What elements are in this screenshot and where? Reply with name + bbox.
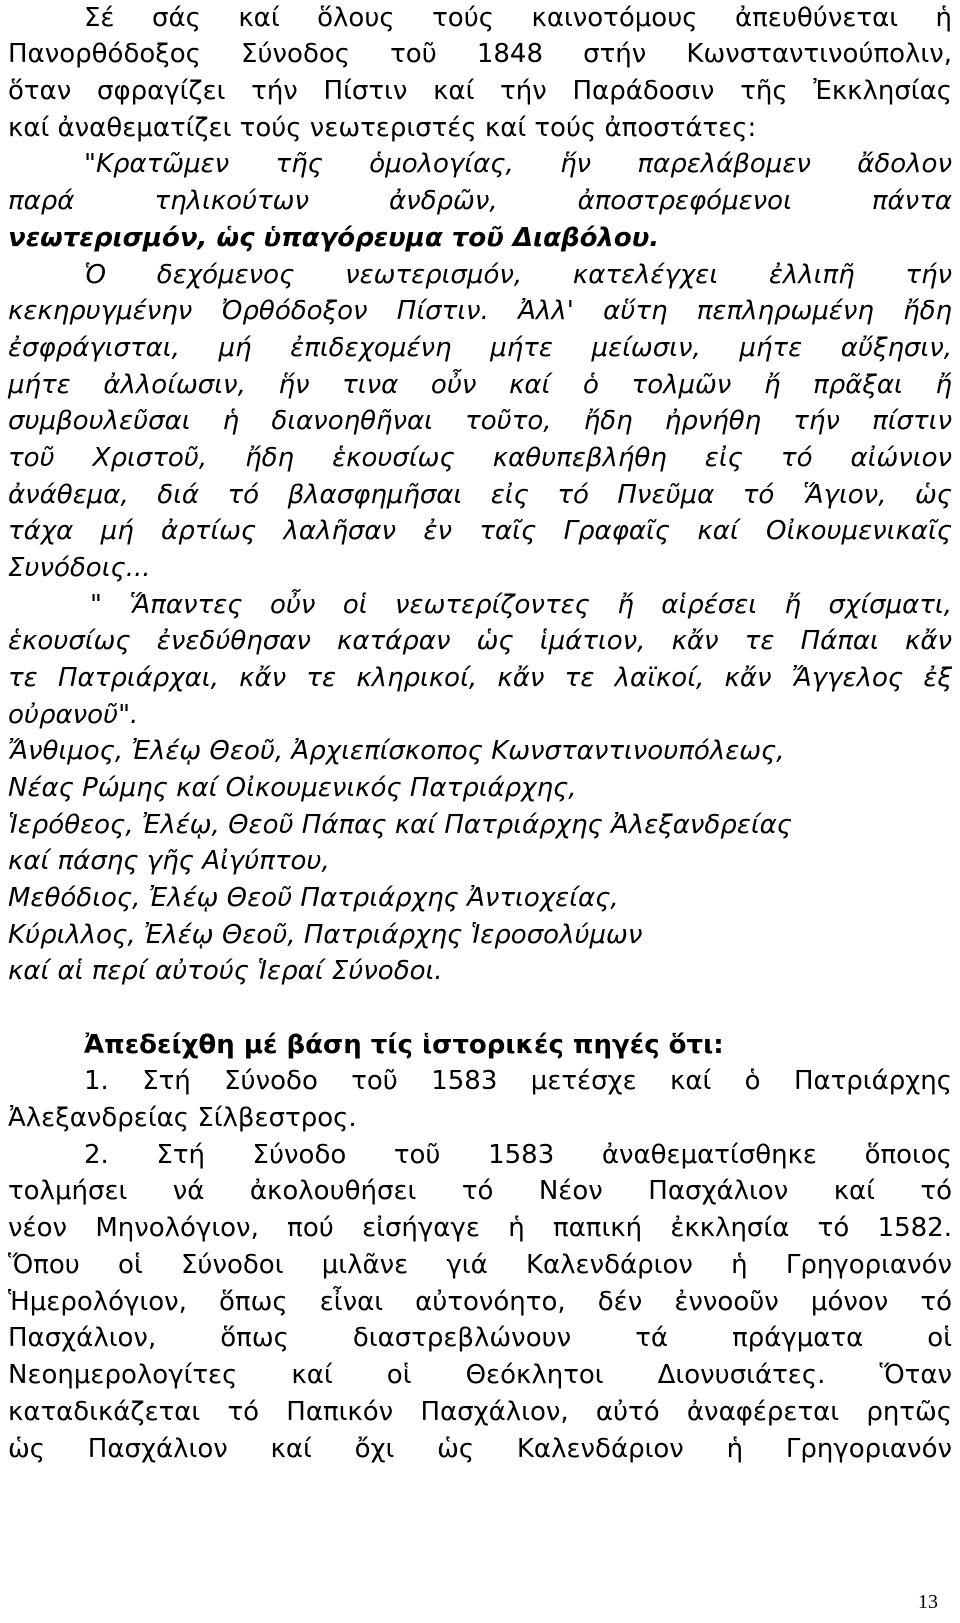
text-line: Πανορθόδοξος Σύνοδος τοῦ 1848 στήν Κωνσταντινούπολιν, xyxy=(8,39,952,69)
text-line: μήτε ἀλλοίωσιν, ἥν τινα οὖν καί ὁ τολμῶν ἤ πρᾶξαι ἤ xyxy=(8,370,952,400)
text-line: 2. Στή Σύνοδο τοῦ 1583 ἀναθεματίσθηκε ὅποιος xyxy=(84,1140,952,1170)
text-line: Πασχάλιον, ὅπως διαστρεβλώνουν τά πράγματα οἱ xyxy=(8,1323,952,1353)
text-line: Ἀλεξανδρείας Σίλβεστρος. xyxy=(8,1103,357,1133)
text-line: τάχα μή ἀρτίως λαλῆσαν ἐν ταῖς Γραφαῖς καί Οἰκουμενικαῖς xyxy=(8,516,952,546)
text-line: "Κρατῶμεν τῆς ὁμολογίας, ἥν παρελάβομεν ἄδολον xyxy=(84,149,952,179)
text-line: Νέας Ρώμης καί Οἰκουμενικός Πατριάρχης, xyxy=(8,773,577,803)
text-line: καί αἱ περί αὐτούς Ἱεραί Σύνοδοι. xyxy=(8,956,443,986)
text-line: " Ἅπαντες οὖν οἱ νεωτερίζοντες ἤ αἱρέσει ἤ σχίσματι, xyxy=(90,590,952,620)
text-line: Ἡμερολόγιον, ὅπως εἶναι αὐτονόητο, δέν ἐννοοῦν μόνον τό xyxy=(8,1287,952,1317)
text-line: Ἀπεδείχθη μέ βάση τίς ἱστορικές πηγές ὅτι: xyxy=(84,1030,724,1060)
text-line: Ὁ δεχόμενος νεωτερισμόν, κατελέγχει ἐλλιπῆ τήν xyxy=(84,260,952,290)
text-line: συμβουλεῦσαι ἡ διανοηθῆναι τοῦτο, ἤδη ἠρνήθη τήν πίστιν xyxy=(8,406,952,436)
text-line: Συνόδοις... xyxy=(8,553,151,583)
text-line: Μεθόδιος, Ἐλέῳ Θεοῦ Πατριάρχης Ἀντιοχείας, xyxy=(8,883,619,913)
text-line: τε Πατριάρχαι, κἄν τε κληρικοί, κἄν τε λαϊκοί, κἄν Ἄγγελος ἐξ xyxy=(8,663,952,693)
text-line: τολμήσει νά ἀκολουθήσει τό Νέον Πασχάλιον καί τό xyxy=(8,1176,952,1206)
text-line: Νεοημερολογίτες καί οἱ Θεόκλητοι Διονυσιάτες. Ὅταν xyxy=(8,1360,952,1390)
text-line: Κύριλλος, Ἐλέῳ Θεοῦ, Πατριάρχης Ἱεροσολύμων xyxy=(8,920,643,950)
text-line: παρά τηλικούτων ἀνδρῶν, ἀποστρεφόμενοι πάντα xyxy=(8,186,952,216)
text-line: 1. Στή Σύνοδο τοῦ 1583 μετέσχε καί ὁ Πατριάρχης xyxy=(84,1066,952,1096)
text-line: καί ἀναθεματίζει τούς νεωτεριστές καί τούς ἀποστάτες: xyxy=(8,113,757,143)
text-line: κεκηρυγμένην Ὀρθόδοξον Πίστιν. Ἀλλ' αὕτη πεπληρωμένη ἤδη xyxy=(8,296,952,326)
text-line: νέον Μηνολόγιον, πού εἰσήγαγε ἡ παπική ἐκκλησία τό 1582. xyxy=(8,1213,952,1243)
page-number: 13 xyxy=(918,1591,938,1613)
text-line: τοῦ Χριστοῦ, ἤδη ἑκουσίως καθυπεβλήθη εἰς τό αἰώνιον xyxy=(8,443,952,473)
text-line: καί πάσης γῆς Αἰγύπτου, xyxy=(8,846,330,876)
text-line: ὡς Πασχάλιον καί ὄχι ὡς Καλενδάριον ἡ Γρηγοριανόν xyxy=(8,1434,952,1464)
text-line: ὅταν σφραγίζει τήν Πίστιν καί τήν Παράδοσιν τῆς Ἐκκλησίας xyxy=(8,76,952,106)
text-line: ἀνάθεμα, διά τό βλασφημῆσαι εἰς τό Πνεῦμα τό Ἅγιον, ὡς xyxy=(8,480,952,510)
text-line: Σέ σάς καί ὅλους τούς καινοτόμους ἀπευθύνεται ἡ xyxy=(84,3,952,33)
text-line: καταδικάζεται τό Παπικόν Πασχάλιον, αὐτό ἀναφέρεται ρητῶς xyxy=(8,1397,952,1427)
text-line: οὐρανοῦ". xyxy=(8,700,139,730)
text-line: Ἱερόθεος, Ἐλέῳ, Θεοῦ Πάπας καί Πατριάρχης Ἀλεξανδρείας xyxy=(8,810,793,840)
text-line: νεωτερισμόν, ὡς ὑπαγόρευμα τοῦ Διαβόλου. xyxy=(8,223,660,253)
text-line: Ὅπου οἱ Σύνοδοι μιλᾶνε γιά Καλενδάριον ἡ Γρηγοριανόν xyxy=(8,1250,952,1280)
text-line: Ἄνθιμος, Ἐλέῳ Θεοῦ, Ἀρχιεπίσκοπος Κωνσταντινουπόλεως, xyxy=(8,736,785,766)
text-line: ἐσφράγισται, μή ἐπιδεχομένη μήτε μείωσιν, μήτε αὔξησιν, xyxy=(8,333,952,363)
text-line: ἑκουσίως ἐνεδύθησαν κατάραν ὡς ἱμάτιον, κἄν τε Πάπαι κἄν xyxy=(8,626,952,656)
